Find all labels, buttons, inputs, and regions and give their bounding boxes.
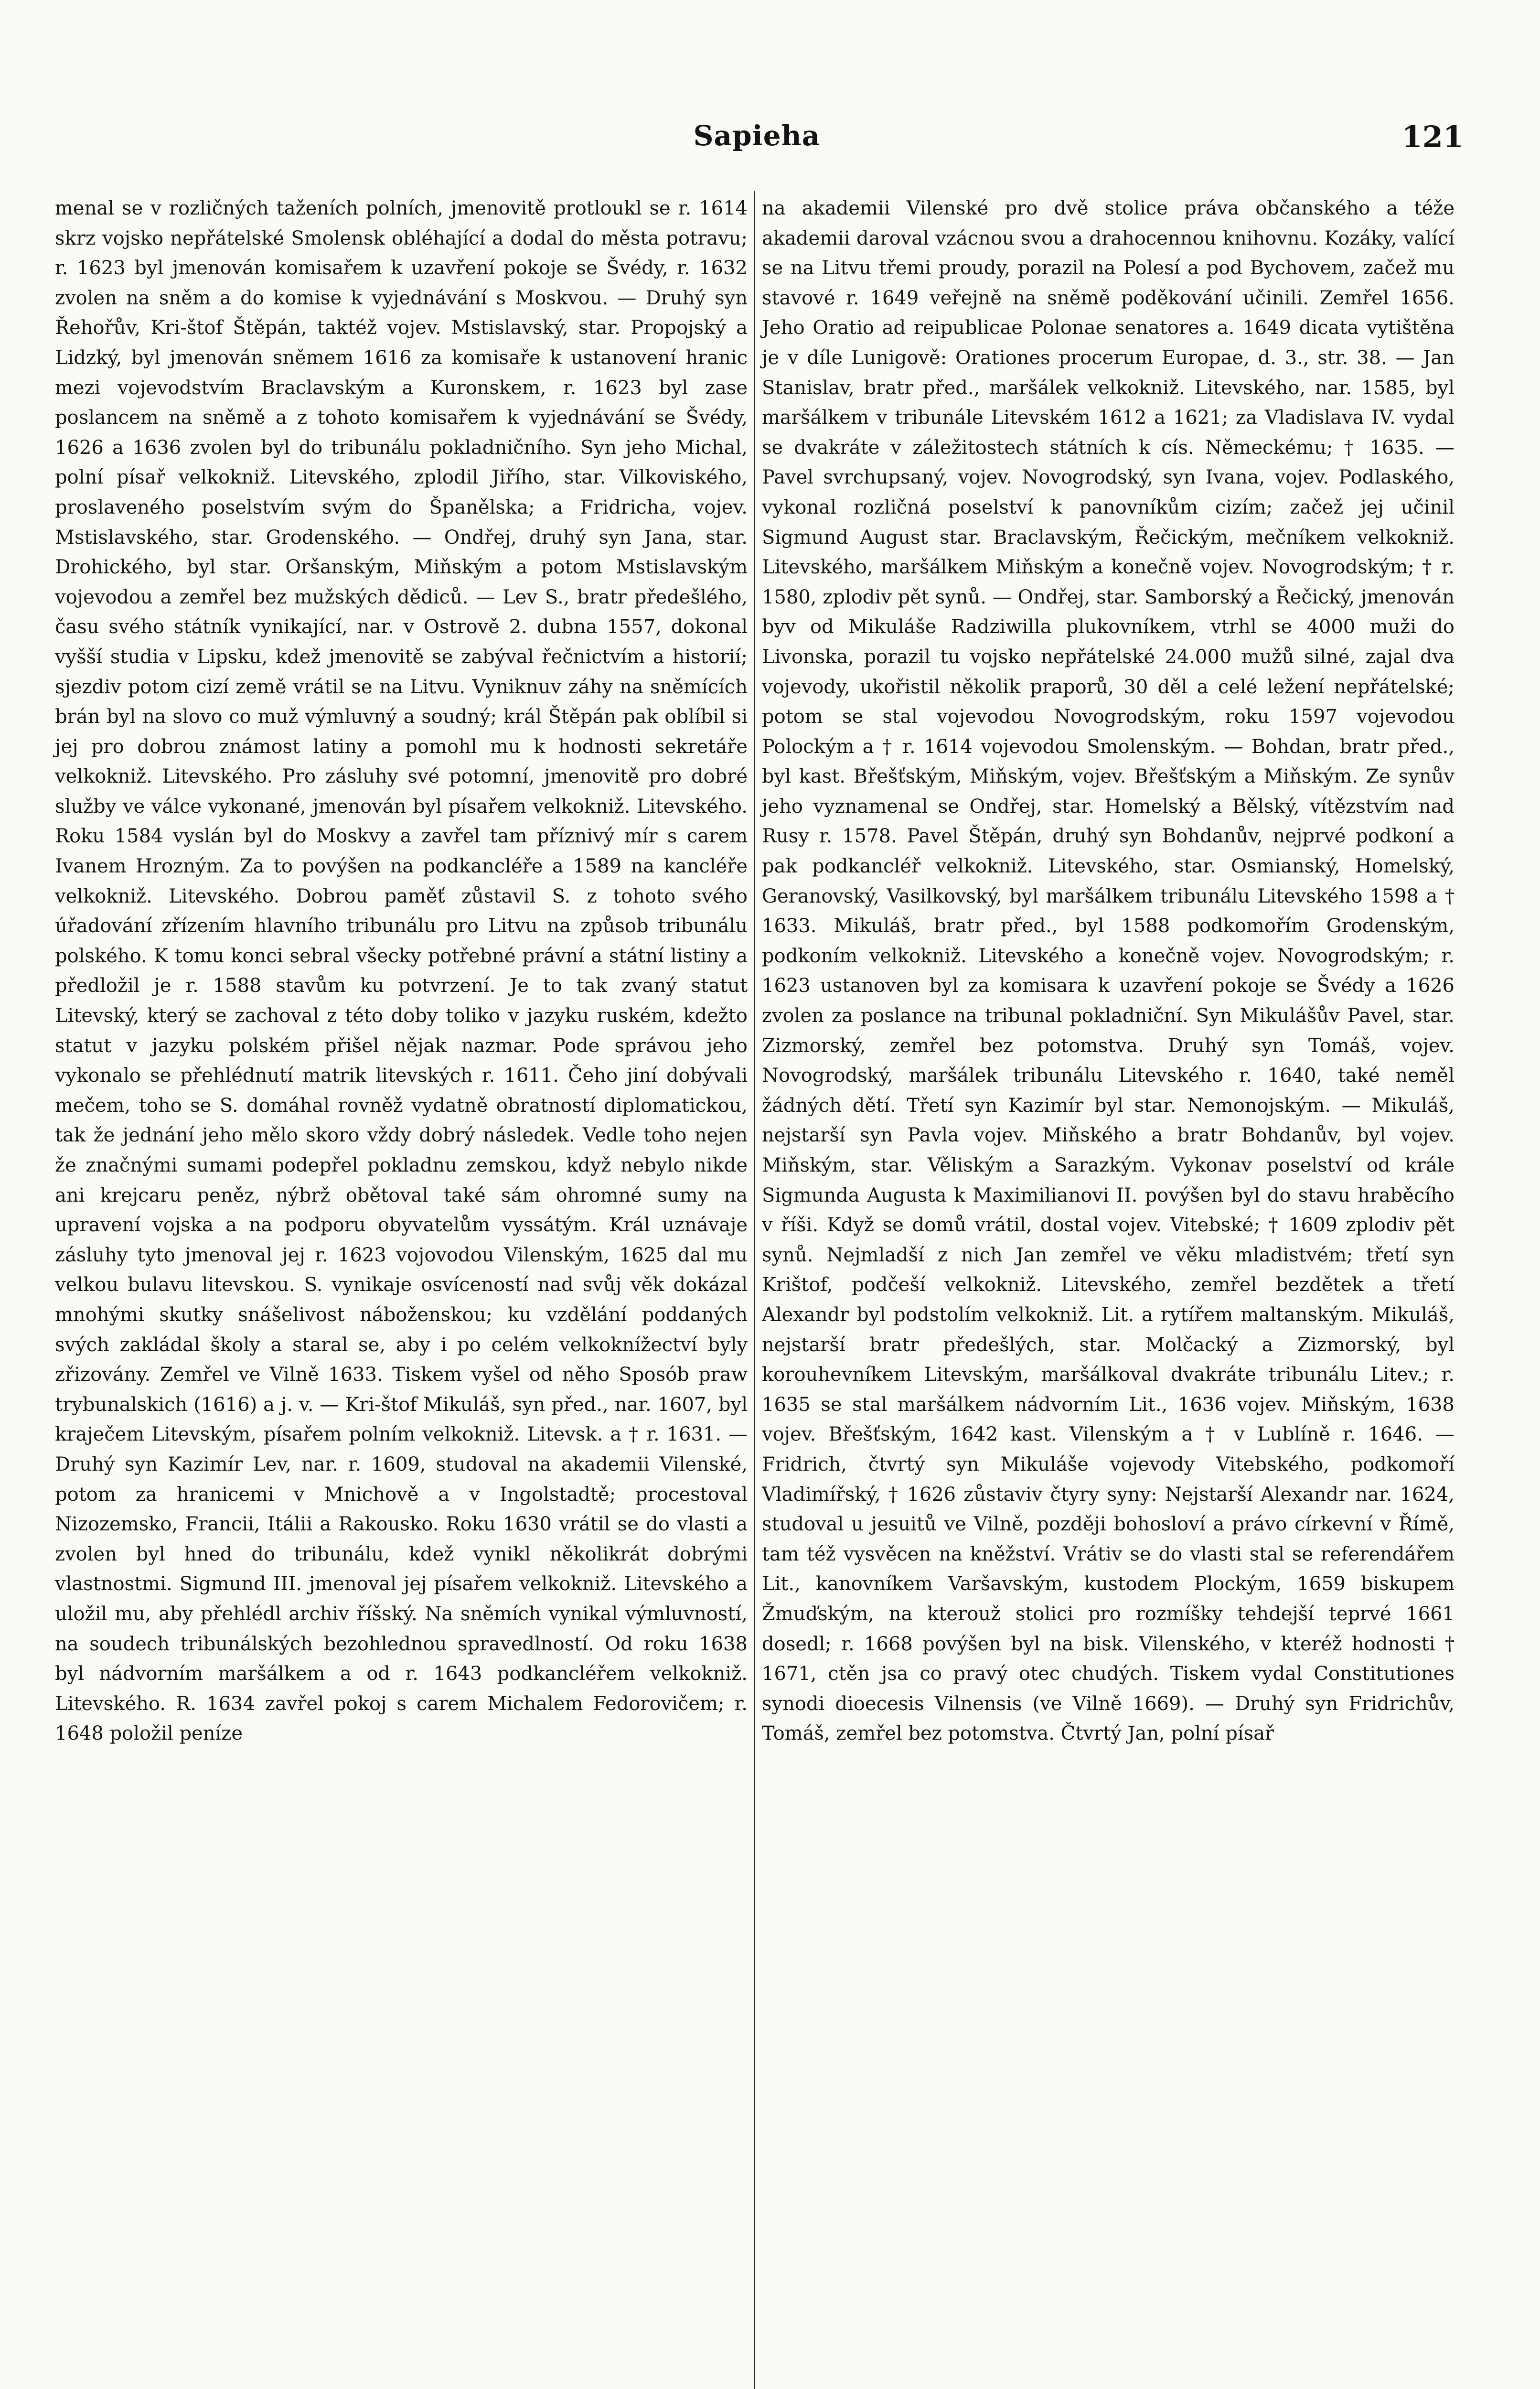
page-number: 121: [1401, 119, 1464, 154]
left-column: [55, 194, 748, 1749]
right-column: [762, 194, 1454, 1749]
running-title: Sapieha: [693, 119, 821, 152]
right-column-text: na akademii Vilenské pro dvě stolice práva občanského a téže akademii daroval vzácnou svou a drahocennou knihovnu. Kozáky, valící se na Litvu třemi proudy, porazil na Polesí a pod Bychovem, začež mu stavové r. 1649 veřejně na sněmě poděkování učinili. Zemřel 1656. Jeho Oratio ad reipublicae Polonae senatores a. 1649 dicata vytištěna je v díle Lunigově: Orationes procerum Europae, d. 3., str. 38. — Jan Stanislav, bratr před., maršálek velkokniž. Litevského, nar. 1585, byl maršálkem v tribunále Litevském 1612 a 1621; za Vladislava IV. vydal se dvakráte v záležitostech státních k cís. Německému; † 1635. — Pavel svrchupsaný, vojev. Novogrodský, syn Ivana, vojev. Podlaského, vykonal rozličná poselství k panovníkům cizím; začež jej učinil Sigmund August star. Braclavským, Řečickým, mečníkem velkokniž. Litevského, maršálkem Miňským a konečně vojev. Novogrodským; † r. 1580, zplodiv pět synů. — Ondřej, star. Samborský a Řečický, jmenován byv od Mikuláše Radziwilla plukovníkem, vtrhl se 4000 muži do Livonska, porazil tu vojsko nepřátelské 24.000 mužů silné, zajal dva vojevody, ukořistil několik praporů, 30 děl a celé ležení nepřátelské; potom se stal vojevodou Novogrodským, roku 1597 vojevodou Polockým a † r. 1614 vojevodou Smolenským. — Bohdan, bratr před., byl kast. Břešťským, Miňským, vojev. Břešťským a Miňským. Ze synův jeho vyznamenal se Ondřej, star. Homelský a Bělský, vítězstvím nad Rusy r. 1578. Pavel Štěpán, druhý syn Bohdanův, nejprvé podkoní a pak podkancléř velkokniž. Litevského, star. Osmianský, Homelský, Geranovský, Vasilkovský, byl maršálkem tribunálu Litevského 1598 a † 1633. Mikuláš, bratr před., byl 1588 podkomořím Grodenským, podkoním velkokniž. Litevského a konečně vojev. Novogrodským; r. 1623 ustanoven byl za komisara k uzavření pokoje se Švédy a 1626 zvolen za poslance na tribunal pokladniční. Syn Mikulášův Pavel, star. Zizmorský, zemřel bez potomstva. Druhý syn Tomáš, vojev. Novogrodský, maršálek tribunálu Litevského r. 1640, také neměl žádných dětí. Třetí syn Kazimír byl star. Nemonojským. — Mikuláš, nejstarší syn Pavla vojev. Miňského a bratr Bohdanův, byl vojev. Miňským, star. Věliským a Sarazkým. Vykonav poselství od krále Sigmunda Augusta k Maximilianovi II. povýšen byl do stavu hraběcího v říši. Když se domů vrátil, dostal vojev. Vitebské; † 1609 zplodiv pět synů. Nejmladší z nich Jan zemřel ve věku mladistvém; třetí syn Krištof, podčeší velkokniž. Litevského, zemřel bezdětek a třetí Alexandr byl podstolím velkokniž. Lit. a rytířem maltanským. Mikuláš, nejstarší bratr předešlých, star. Molčacký a Zizmorský, byl korouhevníkem Litevským, maršálkoval dvakráte tribunálu Litev.; r. 1635 se stal maršálkem nádvorním Lit., 1636 vojev. Miňským, 1638 vojev. Břešťským, 1642 kast. Vilenským a † v Lublíně r. 1646. — Fridrich, čtvrtý syn Mikuláše vojevody Vitebského, podkomoří Vladimířský, † 1626 zůstaviv čtyry syny: Nejstarší Alexandr nar. 1624, studoval u jesuitů ve Vilně, později bohosloví a právo církevní v Římě, tam též vysvěcen na kněžství. Vrátiv se do vlasti stal se referendářem Lit., kanovníkem Varšavským, kustodem Plockým, 1659 biskupem Žmuďským, na kterouž stolici pro rozmíšky tehdejší teprvé 1661 dosedl; r. 1668 povýšen byl na bisk. Vilenského, v kteréž hodnosti † 1671, ctěn jsa co pravý otec chudých. Tiskem vydal Constitutiones synodi dioecesis Vilnensis (ve Vilně 1669). — Druhý syn Fridrichův, Tomáš, zemřel bez potomstva. Čtvrtý Jan, polní písař: [762, 197, 1454, 1745]
column-divider: [754, 191, 755, 2389]
left-column-text: menal se v rozličných taženích polních, jmenovitě protloukl se r. 1614 skrz vojsko nepřátelské Smolensk obléhající a dodal do města potravu; r. 1623 byl jmenován komisařem k uzavření pokoje se Švédy, r. 1632 zvolen na sněm a do komise k vyjednávání s Moskvou. — Druhý syn Řehořův, Kri-štof Štěpán, taktéž vojev. Mstislavský, star. Propojský a Lidzký, byl jmenován sněmem 1616 za komisaře k ustanovení hranic mezi vojevodstvím Braclavským a Kuronskem, r. 1623 byl zase poslancem na sněmě a z tohoto komisařem k vyjednávání se Švédy, 1626 a 1636 zvolen byl do tribunálu pokladničního. Syn jeho Michal, polní písař velkokniž. Litevského, zplodil Jiřího, star. Vilkoviského, proslaveného poselstvím svým do Španělska; a Fridricha, vojev. Mstislavského, star. Grodenského. — Ondřej, druhý syn Jana, star. Drohického, byl star. Oršanským, Miňským a potom Mstislavským vojevodou a zemřel bez mužských dědiců. — Lev S., bratr předešlého, času svého státník vynikající, nar. v Ostrově 2. dubna 1557, dokonal vyšší studia v Lipsku, kdež jmenovitě se zabýval řečnictvím a historií; sjezdiv potom cizí země vrátil se na Litvu. Vyniknuv záhy na sněmících brán byl na slovo co muž výmluvný a soudný; král Štěpán pak oblíbil si jej pro dobrou známost latiny a pomohl mu k hodnosti sekretáře velkokniž. Litevského. Pro zásluhy své potomní, jmenovitě pro dobré služby ve válce vykonané, jmenován byl písařem velkokniž. Litevského. Roku 1584 vyslán byl do Moskvy a zavřel tam příznivý mír s carem Ivanem Hrozným. Za to povýšen na podkancléře a 1589 na kancléře velkokniž. Litevského. Dobrou paměť zůstavil S. z tohoto svého úřadování zřízením hlavního tribunálu pro Litvu na způsob tribunálu polského. K tomu konci sebral všecky potřebné právní a státní listiny a předložil je r. 1588 stavům ku potvrzení. Je to tak zvaný statut Litevský, který se zachoval z této doby toliko v jazyku ruském, kdežto statut v jazyku polském přišel nějak nazmar. Pode správou jeho vykonalo se přehlédnutí matrik litevských r. 1611. Čeho jiní dobývali mečem, toho se S. domáhal rovněž vydatně obratností diplomatickou, tak že jednání jeho mělo skoro vždy dobrý následek. Vedle toho nejen že značnými sumami podepřel pokladnu zemskou, když nebylo nikde ani krejcaru peněz, nýbrž obětoval také sám ohromné sumy na upravení vojska a na podporu obyvatelům vyssátým. Král uznávaje zásluhy tyto jmenoval jej r. 1623 vojovodou Vilenským, 1625 dal mu velkou bulavu litevskou. S. vynikaje osvíceností nad svůj věk dokázal mnohými skutky snášelivost náboženskou; ku vzdělání poddaných svých zakládal školy a staral se, aby i po celém velkoknížectví byly zřizovány. Zemřel ve Vilně 1633. Tiskem vyšel od něho Sposób praw trybunalskich (1616) a j. v. — Kri-štof Mikuláš, syn před., nar. 1607, byl kraječem Litevským, písařem polním velkokniž. Litevsk. a † r. 1631. — Druhý syn Kazimír Lev, nar. r. 1609, studoval na akademii Vilenské, potom za hranicemi v Mnichově a v Ingolstadtě; procestoval Nizozemsko, Francii, Itálii a Rakousko. Roku 1630 vrátil se do vlasti a zvolen byl hned do tribunálu, kdež vynikl několikrát dobrými vlastnostmi. Sigmund III. jmenoval jej písařem velkokniž. Litevského a uložil mu, aby přehlédl archiv říšský. Na sněmích vynikal výmluvností, na soudech tribunálských bezohlednou spravedlností. Od roku 1638 byl nádvorním maršálkem a od r. 1643 podkancléřem velkokniž. Litevského. R. 1634 zavřel pokoj s carem Michalem Fedorovičem; r. 1648 položil peníze: [55, 197, 748, 1745]
page-header: [50, 119, 1464, 172]
